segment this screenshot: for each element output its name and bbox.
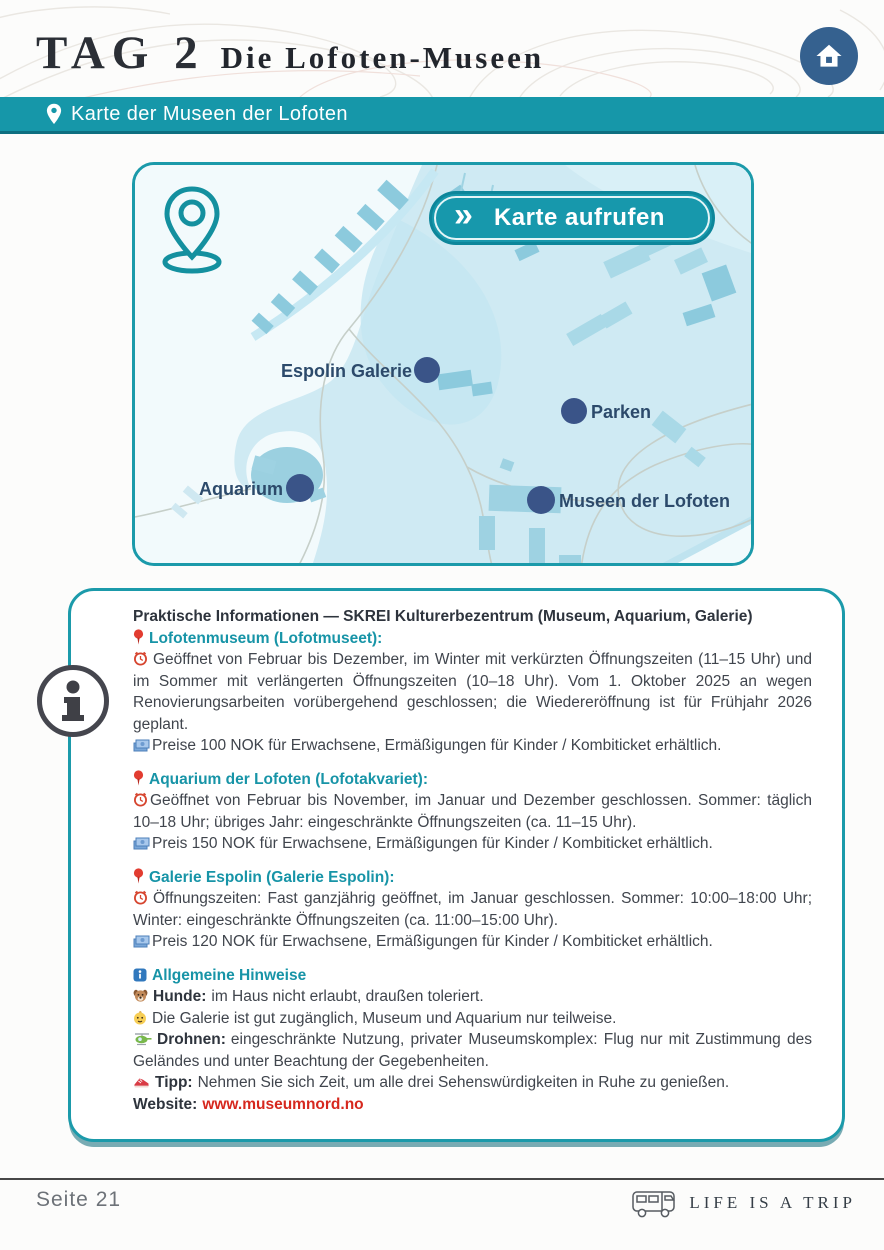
banknote-icon	[133, 935, 150, 948]
dog-icon	[133, 989, 148, 1003]
open-map-button[interactable]	[429, 191, 715, 245]
hours-text: Geöffnet von Februar bis Dezember, im Winter mit verkürzten Öffnungszeiten (11–15 Uhr) und im Sommer mit verlängerten Öffnungszeiten (10–18 Uhr). Vom 1. Oktober 2025 an wegen Renovierungsarbeiten vorübergehend geschlossen; die Wiedereröffnung ist für Frühjahr 2026 geplant.	[133, 651, 812, 733]
general-notes	[133, 965, 812, 1116]
alarm-clock-icon	[133, 651, 148, 666]
baby-icon	[133, 1011, 147, 1025]
map-marker-parken	[561, 398, 587, 424]
section-aquarium	[133, 769, 812, 855]
price-text: Preis 120 NOK für Erwachsene, Ermäßigungen für Kinder / Kombiticket erhältlich.	[133, 931, 812, 953]
price-text: Preis 150 NOK für Erwachsene, Ermäßigungen für Kinder / Kombiticket erhältlich.	[133, 833, 812, 855]
section-lofotenmuseum	[133, 628, 812, 757]
map-marker-espolin-label: Espolin Galerie	[280, 361, 412, 381]
website-row: Website: www.museumnord.no	[133, 1095, 364, 1113]
section-banner	[0, 97, 884, 134]
hours-text: Geöffnet von Februar bis November, im Januar und Dezember geschlossen. Sommer: täglich 10–18 Uhr; übriges Jahr: eingeschränkte Öffnungszeiten (ca. 11–15 Uhr).	[133, 792, 812, 831]
map-marker-museen	[527, 486, 555, 514]
banknote-icon	[133, 837, 150, 850]
brand-text: LIFE IS A TRIP	[689, 1193, 856, 1212]
map-card	[132, 162, 754, 566]
info-title: Praktische Informationen — SKREI Kulturerbezentrum (Museum, Aquarium, Galerie)	[133, 608, 753, 625]
website-link[interactable]: www.museumnord.no	[202, 1095, 364, 1113]
section-galerie-espolin	[133, 867, 812, 953]
open-map-button-label: Karte aufrufen	[493, 204, 665, 231]
notes-heading: Allgemeine Hinweise	[133, 965, 812, 987]
map-marker-parken-label: Parken	[591, 402, 652, 422]
footer-divider	[0, 1178, 884, 1180]
price-text: Preise 100 NOK für Erwachsene, Ermäßigungen für Kinder / Kombiticket erhältlich.	[133, 735, 812, 757]
sneaker-icon	[133, 1076, 150, 1089]
banknote-icon	[133, 739, 150, 752]
red-pin-icon	[133, 770, 144, 786]
day-label: TAG 2	[36, 27, 205, 79]
camper-van-icon	[631, 1186, 677, 1220]
section-heading: Lofotenmuseum (Lofotmuseet):	[133, 628, 812, 650]
map-marker-espolin	[414, 357, 440, 383]
note-dogs: Hunde: im Haus nicht erlaubt, draußen toleriert.	[133, 986, 812, 1008]
header	[36, 26, 544, 80]
alarm-clock-icon	[133, 890, 148, 905]
page-number: Seite 21	[36, 1188, 122, 1211]
note-tip: Tipp: Nehmen Sie sich Zeit, um alle drei Sehenswürdigkeiten in Ruhe zu genießen.	[133, 1072, 812, 1094]
home-icon	[813, 40, 845, 72]
practical-info-box	[68, 588, 845, 1142]
banner-label: Karte der Museen der Lofoten	[71, 102, 348, 125]
map-pin-outline-icon	[159, 183, 225, 275]
note-drones: Drohnen: eingeschränkte Nutzung, privater Museumskomplex: Flug nur mit Zustimmung des Geländes und unter Beachtung der Gegebenheiten.	[133, 1031, 812, 1070]
alarm-clock-icon	[133, 792, 148, 807]
red-pin-icon	[133, 629, 144, 645]
info-content	[71, 591, 842, 1139]
note-accessibility: Die Galerie ist gut zugänglich, Museum und Aquarium nur teilweise.	[133, 1008, 812, 1030]
info-square-icon	[133, 968, 147, 982]
map-marker-aquarium-label: Aquarium	[198, 479, 283, 499]
brand	[631, 1186, 856, 1220]
helicopter-icon	[133, 1032, 152, 1046]
section-heading: Aquarium der Lofoten (Lofotakvariet):	[133, 769, 812, 791]
red-pin-icon	[133, 868, 144, 884]
location-pin-icon	[46, 103, 62, 125]
hours-text: Öffnungszeiten: Fast ganzjährig geöffnet, im Januar geschlossen. Sommer: 10:00–18:00 Uhr; Winter: eingeschränkte Öffnungszeiten (ca. 11:00–15:00 Uhr).	[133, 890, 812, 929]
section-heading: Galerie Espolin (Galerie Espolin):	[133, 867, 812, 889]
page-title: Die Lofoten-Museen	[220, 40, 545, 75]
map-marker-aquarium	[286, 474, 314, 502]
double-chevron-icon: »	[454, 196, 473, 234]
home-button[interactable]	[800, 27, 858, 85]
map-marker-museen-label: Museen der Lofoten	[559, 491, 731, 511]
